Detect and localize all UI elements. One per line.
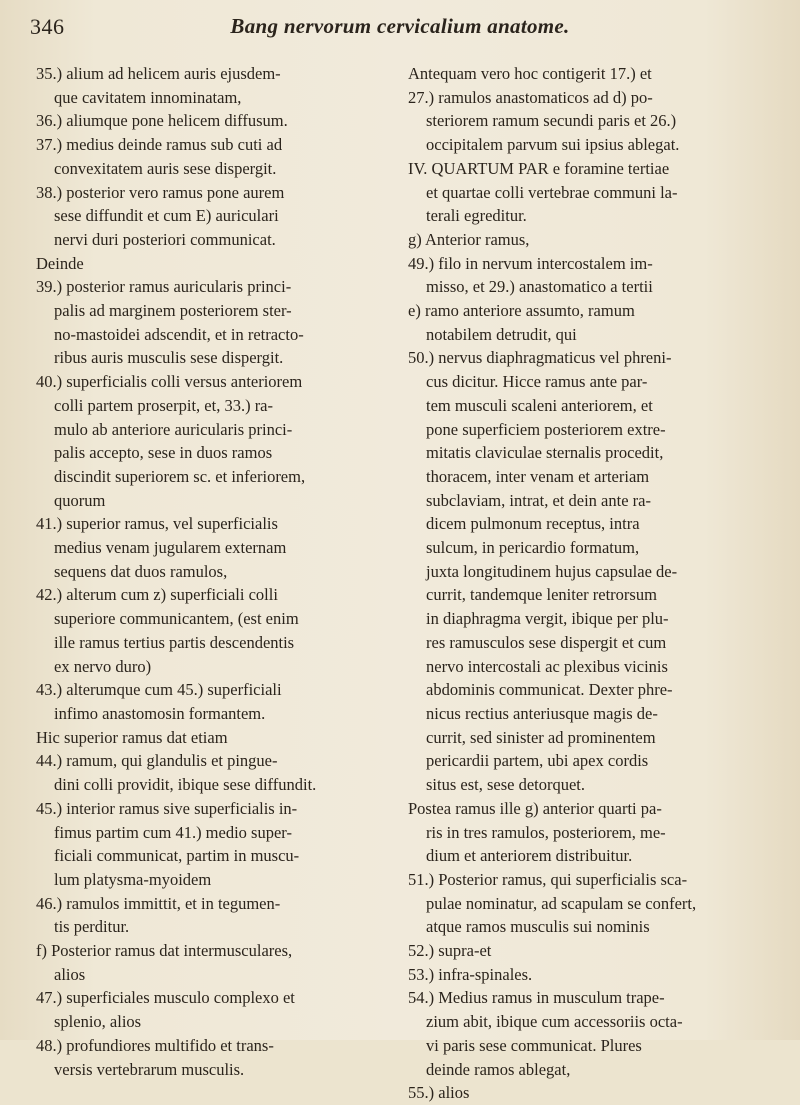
right-column-line: 51.) Posterior ramus, qui superficialis sca-: [408, 869, 688, 889]
left-column-line: 35.) alium ad helicem auris ejusdem-: [36, 64, 281, 83]
right-column: [408, 62, 760, 1105]
left-column-line: sequens dat duos ramulos,: [54, 561, 228, 581]
left-column-line: 48.) profundiores multifido et trans-: [36, 1035, 274, 1055]
right-column-line: 49.) filo in nervum intercostalem im-: [408, 253, 653, 273]
left-column-line: infimo anastomosin formantem.: [54, 703, 266, 723]
right-column-line: in diaphragma vergit, ibique per plu-: [426, 609, 669, 629]
right-column-line: 52.) supra-et: [408, 941, 492, 961]
right-column-line: situs est, sese detorquet.: [426, 775, 586, 795]
left-column-line: splenio, alios: [54, 1012, 142, 1032]
left-column-line: 43.) alterumque cum 45.) superficiali: [36, 680, 282, 700]
right-column-line: g) Anterior ramus,: [408, 229, 530, 249]
right-column-line: Antequam vero hoc contigerit 17.) et: [408, 64, 652, 83]
left-column-line: fimus partim cum 41.) medio super-: [54, 822, 292, 842]
left-column-line: no-mastoidei adscendit, et in retracto-: [54, 324, 304, 344]
right-column-line: pone superficiem posteriorem extre-: [426, 419, 666, 439]
left-column-line: lum platysma-myoidem: [54, 869, 212, 889]
left-column-line: discindit superiorem sc. et inferiorem,: [54, 466, 306, 486]
left-column-line: sese diffundit et cum E) auriculari: [54, 206, 279, 226]
left-column-line: 42.) alterum cum z) superficiali colli: [36, 585, 278, 605]
left-column-line: 38.) posterior vero ramus pone aurem: [36, 182, 285, 202]
left-column-line: palis accepto, sese in duos ramos: [54, 443, 273, 463]
right-column-line: steriorem ramum secundi paris et 26.): [426, 111, 677, 131]
right-column-line: zium abit, ibique cum accessoriis octa-: [426, 1012, 683, 1032]
running-title: Bang nervorum cervicalium anatome.: [230, 14, 570, 38]
left-column-line: colli partem proserpit, et, 33.) ra-: [54, 395, 274, 415]
left-column-line: nervi duri posteriori communicat.: [54, 229, 276, 249]
right-column-line: 54.) Medius ramus in musculum trape-: [408, 988, 665, 1008]
right-column-line: dium et anteriorem distribuitur.: [426, 846, 633, 866]
left-column-line: 37.) medius deinde ramus sub cuti ad: [36, 135, 283, 155]
left-column: [36, 62, 388, 1081]
left-column-line: quorum: [54, 490, 106, 510]
left-column-line: palis ad marginem posteriorem ster-: [54, 301, 292, 321]
right-column-line: 53.) infra-spinales.: [408, 964, 533, 984]
right-column-line: res ramusculos sese dispergit et cum: [426, 632, 667, 652]
right-column-line: nervo intercostali ac plexibus vicinis: [426, 656, 668, 676]
left-column-line: Deinde: [36, 253, 84, 273]
right-column-line: e) ramo anteriore assumto, ramum: [408, 301, 635, 321]
left-column-line: 39.) posterior ramus auricularis princi-: [36, 277, 292, 297]
left-column-line: convexitatem auris sese dispergit.: [54, 158, 277, 178]
left-column-line: ficiali communicat, partim in muscu-: [54, 846, 300, 866]
right-column-line: 50.) nervus diaphragmaticus vel phreni-: [408, 348, 672, 368]
right-column-line: currit, tandemque leniter retrorsum: [426, 585, 657, 605]
left-column-line: 40.) superficialis colli versus anteriorem: [36, 372, 303, 392]
right-column-line: thoracem, inter venam et arteriam: [426, 466, 650, 486]
left-column-line: superiore communicantem, (est enim: [54, 609, 299, 629]
page-number: 346: [30, 14, 65, 39]
left-column-line: Hic superior ramus dat etiam: [36, 727, 228, 747]
right-column-line: abdominis communicat. Dexter phre-: [426, 680, 673, 700]
right-column-line: nicus rectius anteriusque magis de-: [426, 703, 658, 723]
right-column-line: deinde ramos ablegat,: [426, 1059, 571, 1079]
right-column-line: misso, et 29.) anastomatico a tertii: [426, 277, 653, 297]
right-column-line: pulae nominatur, ad scapulam se confert,: [426, 893, 697, 913]
left-column-line: dini colli providit, ibique sese diffundit.: [54, 775, 317, 795]
left-column-line: 46.) ramulos immittit, et in tegumen-: [36, 893, 281, 913]
left-column-line: f) Posterior ramus dat intermusculares,: [36, 941, 293, 961]
right-column-line: currit, sed sinister ad prominentem: [426, 727, 656, 747]
right-column-line: Postea ramus ille g) anterior quarti pa-: [408, 798, 662, 818]
right-column-line: cus dicitur. Hicce ramus ante par-: [426, 372, 648, 392]
page-header: [30, 10, 770, 50]
left-column-line: 36.) aliumque pone helicem diffusum.: [36, 111, 288, 131]
left-column-line: que cavitatem innominatam,: [54, 87, 242, 107]
right-column-line: terali egreditur.: [426, 206, 527, 226]
right-column-line: ris in tres ramulos, posteriorem, me-: [426, 822, 666, 842]
left-column-line: ille ramus tertius partis descendentis: [54, 632, 295, 652]
right-column-line: vi paris sese communicat. Plures: [426, 1035, 642, 1055]
right-column-line: sulcum, in pericardio formatum,: [426, 538, 640, 558]
left-column-line: 44.) ramum, qui glandulis et pingue-: [36, 751, 278, 771]
right-column-line: IV. QUARTUM PAR e foramine tertiae: [408, 158, 670, 178]
right-column-line: subclaviam, intrat, et dein ante ra-: [426, 490, 651, 510]
right-column-line: 27.) ramulos anastomaticos ad d) po-: [408, 87, 653, 107]
left-column-line: mulo ab anteriore auricularis princi-: [54, 419, 293, 439]
right-column-line: occipitalem parvum sui ipsius ablegat.: [426, 135, 680, 155]
left-column-line: tis perditur.: [54, 917, 130, 937]
left-column-line: ex nervo duro): [54, 656, 152, 676]
right-column-line: mitatis claviculae sternalis procedit,: [426, 443, 664, 463]
right-column-line: pericardii partem, ubi apex cordis: [426, 751, 649, 771]
right-column-line: notabilem detrudit, qui: [426, 324, 577, 344]
right-column-line: atque ramos musculis sui nominis: [426, 917, 650, 937]
left-column-line: versis vertebrarum musculis.: [54, 1059, 245, 1079]
left-column-line: ribus auris musculis sese dispergit.: [54, 348, 284, 368]
right-column-line: 55.) alios: [408, 1083, 470, 1103]
left-column-line: alios: [54, 964, 86, 984]
left-column-line: medius venam jugularem externam: [54, 538, 287, 558]
right-column-line: juxta longitudinem hujus capsulae de-: [426, 561, 678, 581]
right-column-line: et quartae colli vertebrae communi la-: [426, 182, 678, 202]
right-column-line: tem musculi scaleni anteriorem, et: [426, 395, 653, 415]
left-column-line: 47.) superficiales musculo complexo et: [36, 988, 295, 1008]
right-column-line: dicem pulmonum receptus, intra: [426, 514, 640, 534]
left-column-line: 41.) superior ramus, vel superficialis: [36, 514, 278, 534]
left-column-line: 45.) interior ramus sive superficialis in-: [36, 798, 298, 818]
